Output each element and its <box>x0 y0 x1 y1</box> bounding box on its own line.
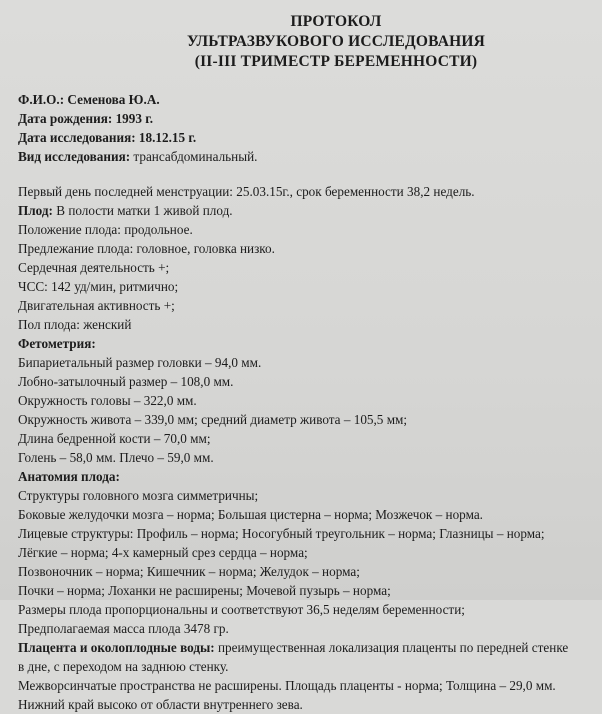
patient-name-row <box>18 90 584 109</box>
ac-line: Окружность живота – 339,0 мм; средний диаметр живота – 105,5 мм; <box>18 412 408 427</box>
menstruation-line: Первый день последней менструации: 25.03.15г., срок беременности 38,2 недель. <box>18 184 475 199</box>
fetus-line <box>18 201 584 220</box>
position-line: Положение плода: продольное. <box>18 222 193 237</box>
femur-line: Длина бедренной кости – 70,0 мм; <box>18 431 211 446</box>
fetus-value: В полости матки 1 живой плод. <box>56 203 233 218</box>
header-title: ПРОТОКОЛ <box>290 13 382 30</box>
placenta-value: преимущественная локализация плаценты по передней стенке <box>217 640 569 655</box>
weight-line: Предполагаемая масса плода 3478 гр. <box>18 621 229 636</box>
report-body <box>18 182 584 714</box>
exam-date-value: 18.12.15 г. <box>138 130 197 145</box>
heart-rate-line: ЧСС: 142 уд/мин, ритмично; <box>18 279 179 294</box>
brain-line: Структуры головного мозга симметричны; <box>18 488 259 503</box>
header-subtitle: УЛЬТРАЗВУКОВОГО ИССЛЕДОВАНИЯ <box>186 33 486 50</box>
birth-date-value: 1993 г. <box>115 111 154 126</box>
fetus-label: Плод: <box>18 203 53 218</box>
heart-line: Сердечная деятельность +; <box>18 260 170 275</box>
birth-date-label: Дата рождения: <box>18 111 113 126</box>
document-header <box>18 12 584 72</box>
intervillous-line: Межворсинчатые пространства не расширены. Площадь плаценты - норма; Толщина – 29,0 мм. <box>18 678 556 693</box>
patient-info <box>18 90 584 166</box>
exam-type-row <box>18 147 584 166</box>
motor-line: Двигательная активность +; <box>18 298 175 313</box>
lungs-line: Лёгкие – норма; 4-х камерный срез сердца – норма; <box>18 545 308 560</box>
shin-line: Голень – 58,0 мм. Плечо – 59,0 мм. <box>18 450 214 465</box>
patient-name-label: Ф.И.О.: <box>18 92 65 107</box>
proportion-line: Размеры плода пропорциональны и соответствуют 36,5 неделям беременности; <box>18 602 465 617</box>
patient-name-value: Семенова Ю.А. <box>67 92 160 107</box>
ofd-line: Лобно-затылочный размер – 108,0 мм. <box>18 374 234 389</box>
placenta-line <box>18 638 584 657</box>
exam-type-label: Вид исследования: <box>18 149 131 164</box>
placenta-cont-line: в дне, с переходом на заднюю стенку. <box>18 659 229 674</box>
exam-type-value: трансабдоминальный. <box>133 149 258 164</box>
fetometry-heading: Фетометрия: <box>18 336 96 351</box>
kidneys-line: Почки – норма; Лоханки не расширены; Мочевой пузырь – норма; <box>18 583 391 598</box>
presentation-line: Предлежание плода: головное, головка низко. <box>18 241 275 256</box>
bpd-line: Бипариетальный размер головки – 94,0 мм. <box>18 355 262 370</box>
spine-line: Позвоночник – норма; Кишечник – норма; Желудок – норма; <box>18 564 360 579</box>
hc-line: Окружность головы – 322,0 мм. <box>18 393 197 408</box>
exam-date-label: Дата исследования: <box>18 130 136 145</box>
anatomy-heading: Анатомия плода: <box>18 469 120 484</box>
birth-date-row <box>18 109 584 128</box>
lower-edge-line: Нижний край высоко от области внутреннего зева. <box>18 697 303 712</box>
header-trimester: (II-III ТРИМЕСТР БЕРЕМЕННОСТИ) <box>194 53 478 70</box>
face-line: Лицевые структуры: Профиль – норма; Носогубный треугольник – норма; Глазницы – норма; <box>18 526 545 541</box>
exam-date-row <box>18 128 584 147</box>
placenta-label: Плацента и околоплодные воды: <box>18 640 215 655</box>
sex-line: Пол плода: женский <box>18 317 132 332</box>
ventricles-line: Боковые желудочки мозга – норма; Большая цистерна – норма; Мозжечок – норма. <box>18 507 483 522</box>
